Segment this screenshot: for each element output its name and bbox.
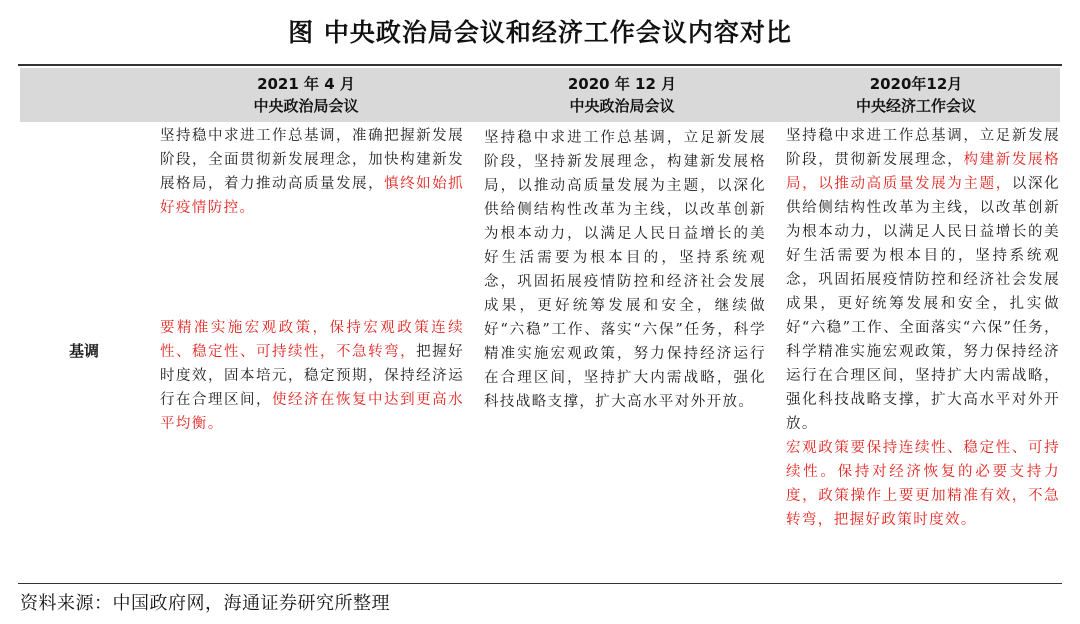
- header-col-2020-12-politburo: [472, 68, 772, 122]
- top-rule: [18, 64, 1062, 66]
- cell-2020-12-politburo: [484, 126, 766, 414]
- header-meeting: 中央政治局会议: [569, 97, 675, 115]
- cell-2020-12-economic: [786, 124, 1060, 532]
- header-date: 2020年12月: [869, 75, 963, 93]
- highlight-text: 使经济在恢复中达到更高水平均衡。: [160, 392, 464, 432]
- highlight-text: 慎终如始抓好疫情防控。: [160, 176, 464, 216]
- paragraph: 坚持稳中求进工作总基调，立足新发展阶段，坚持新发展理念，构建新发展格局，以推动高质量发展为主题，以深化供给侧结构性改革为主线，以改革创新为根本动力，以满足人民日益增长的美好生活需要为根本目的，坚持系统观念，巩固拓展疫情防控和经济社会发展成果，更好统筹发展和安全，继续做好“六稳”工作、落实“六保”任务，科学精准实施宏观政策，努力保持经济运行在合理区间，坚持扩大内需战略，强化科技战略支撑，扩大高水平对外开放。: [484, 130, 766, 410]
- header-col-2020-12-economic: [772, 68, 1060, 122]
- highlight-text: 要精准实施宏观政策，保持宏观政策连续性、稳定性、可持续性，不急转弯，: [160, 320, 464, 360]
- header-meeting: 中央经济工作会议: [855, 97, 976, 115]
- bottom-rule: [18, 583, 1062, 584]
- header-date: 2020 年 12 月: [567, 75, 677, 93]
- paragraph: [160, 316, 464, 436]
- figure-title: 图 中央政治局会议和经济工作会议内容对比: [288, 18, 792, 47]
- table-header: [20, 68, 1060, 122]
- text: 坚持稳中求进工作总基调，准确把握新发展阶段，全面贯彻新发展理念，加快构建新发展格局，着力推动高质量发展，: [160, 128, 464, 192]
- text: 坚持稳中求进工作总基调，立足新发展阶段，贯彻新发展理念，: [786, 128, 1060, 168]
- source-note: 资料来源：中国政府网，海通证券研究所整理: [20, 593, 390, 614]
- highlight-paragraph: 宏观政策要保持连续性、稳定性、可持续性。保持对经济恢复的必要支持力度，政策操作上要更加精准有效，不急转弯，把握好政策时度效。: [786, 440, 1060, 528]
- text: 把握好时度效，固本培元，稳定预期，保持经济运行在合理区间，: [160, 344, 465, 408]
- paragraph: [786, 124, 1060, 436]
- highlight-text: 构建新发展格局，以推动高质量发展为主题，: [786, 152, 1060, 192]
- paragraph: [160, 124, 464, 220]
- cell-2021-04: [160, 124, 464, 436]
- header-date: 2021 年 4 月: [257, 75, 355, 93]
- row-label-tone: 基调: [68, 342, 99, 360]
- text: 以深化供给侧结构性改革为主线，以改革创新为根本动力，以满足人民日益增长的美好生活需要为根本目的，坚持系统观念，巩固拓展疫情防控和经济社会发展成果，更好统筹发展和安全，扎实做好“六稳”工作、全面落实“六保”任务，科学精准实施宏观政策，努力保持经济运行在合理区间，坚持扩大内需战略，强化科技战略支撑，扩大高水平对外开放。: [786, 176, 1060, 432]
- header-col-2021-04: [140, 68, 472, 122]
- header-meeting: 中央政治局会议: [253, 97, 359, 115]
